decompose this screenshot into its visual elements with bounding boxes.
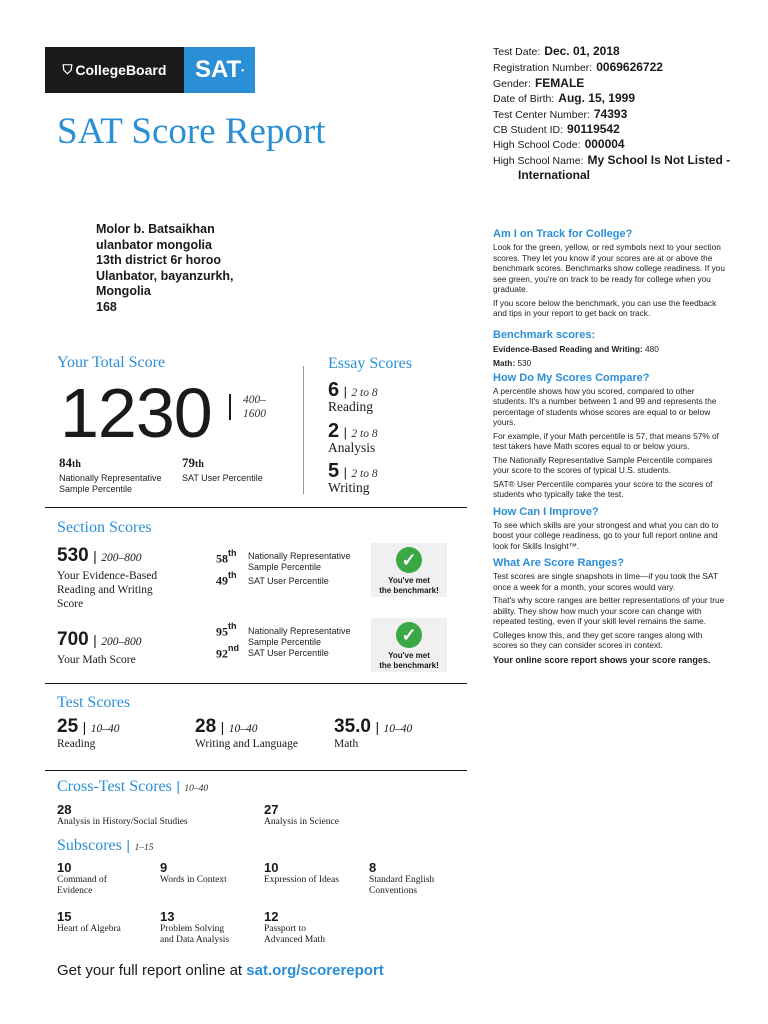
benchmark-math: Math: 530 [493, 358, 532, 368]
column-divider [303, 366, 304, 494]
compare-text: SAT® User Percentile compares your score to the scores of students who typically take the test. [493, 478, 713, 499]
divider-bar [229, 394, 231, 420]
benchmark-ebrw: Evidence-Based Reading and Writing: 480 [493, 343, 659, 354]
footer-cta [57, 962, 384, 979]
info-cb-student-id: CB Student ID: 90119542 [493, 122, 620, 136]
compare-text: The Nationally Representative Sample Percentile compares your score to the scores of typical U.S. students. [493, 454, 713, 475]
student-address [96, 222, 234, 315]
ranges-note: Your online score report shows your score ranges. [493, 654, 711, 665]
subscore-item: 12 Passport to Advanced Math [264, 909, 325, 945]
track-heading: Am I on Track for College? [493, 228, 633, 240]
total-percentile-user: 79th SAT User Percentile [182, 455, 263, 483]
cross-test-history: 28 Analysis in History/Social Studies [57, 802, 188, 827]
track-text: If you score below the benchmark, you can use the feedback and tips in your report to get back on track. [493, 297, 717, 318]
benchmark-heading: Benchmark scores: [493, 328, 596, 341]
address-line: Ulanbator, bayanzurkh, [96, 268, 234, 283]
cross-test-range: 10–40 [184, 784, 209, 794]
collegeboard-logo [45, 47, 184, 93]
page-title: SAT Score Report [57, 111, 326, 152]
section-score-ebrw: 530 | 200–800 Your Evidence-Based Reading and Writing Score [57, 545, 158, 610]
ranges-text: That's why score ranges are better representations of your true ability. They show how much your score can change with repeated testing, even if your skill level remains the same. [493, 595, 725, 626]
info-test-date: Test Date: Dec. 01, 2018 [493, 44, 620, 58]
info-high-school-name: High School Name: My School Is Not Listed - [493, 153, 731, 167]
subscore-item: 8 Standard English Conventions [369, 860, 435, 896]
subscore-item: 15 Heart of Algebra [57, 909, 121, 934]
address-line: ulanbator mongolia [96, 237, 212, 252]
sat-logo: SAT • [184, 47, 255, 93]
ebrw-percentile-nrs-value: 58th [216, 548, 237, 566]
improve-heading: How Can I Improve? [493, 505, 599, 518]
guidance-column [493, 228, 725, 665]
math-percentile-nrs-value: 95th [216, 621, 237, 639]
subscores-header: Subscores | 1–15 [57, 837, 154, 854]
divider [45, 683, 467, 684]
essay-scores-heading: Essay Scores [328, 355, 412, 372]
address-line: 13th district 6r horoo [96, 253, 222, 267]
subscore-item: 10 Expression of Ideas [264, 860, 339, 885]
address-line: Molor b. Batsaikhan [96, 222, 215, 236]
collegeboard-logo-text: CollegeBoard [75, 62, 167, 78]
total-score-heading: Your Total Score [57, 354, 166, 371]
ebrw-percentile-user-value: 49th [216, 570, 237, 588]
subscore-item: 13 Problem Solving and Data Analysis [160, 909, 230, 945]
improve-text: To see which skills are your strongest and what you can do to boost your college readiness, go to your full report online and look for Skills Insight™. [493, 519, 719, 551]
subscores-range: 1–15 [134, 843, 154, 853]
math-percentile-nrs-label: Nationally Representative Sample Percentile [248, 626, 351, 647]
total-score-range: 400– 1600 [243, 394, 266, 420]
info-registration-number: Registration Number: 0069626722 [493, 60, 663, 74]
divider [45, 507, 467, 508]
ranges-text: Test scores are single snapshots in time—if you took the SAT once a week for a month, your scores would vary. [493, 571, 718, 592]
ebrw-percentile-user-label: SAT User Percentile [248, 576, 329, 586]
compare-text: For example, if your Math percentile is 57, that means 57% of test takers have Math scores equal to or below yours. [493, 430, 719, 451]
essay-analysis: 2 | 2 to 8 Analysis [328, 420, 378, 455]
sat-logo-text: SAT [194, 56, 242, 83]
ebrw-percentile-nrs-label: Nationally Representative Sample Percentile [248, 551, 351, 572]
test-score-writing: 28 | 10–40 Writing and Language [195, 716, 299, 750]
score-report-link[interactable]: sat.org/scorereport [246, 962, 384, 979]
info-date-of-birth: Date of Birth: Aug. 15, 1999 [493, 91, 635, 105]
test-score-reading: 25 | 10–40 Reading [57, 716, 120, 750]
math-percentile-user-value: 92nd [216, 643, 239, 661]
test-score-math: 35.0 | 10–40 Math [334, 716, 413, 750]
subscore-item: 10 Command of Evidence [57, 860, 107, 896]
checkmark-icon: ✓ [396, 622, 422, 648]
ranges-text: Colleges know this, and they get score ranges along with scores so they can consider scores in context. [493, 629, 703, 650]
cross-test-header: Cross-Test Scores | 10–40 [57, 778, 209, 795]
info-gender: Gender: FEMALE [493, 76, 585, 90]
compare-heading: How Do My Scores Compare? [493, 371, 650, 384]
total-percentile-nrs: 84th Nationally Representative Sample Percentile [59, 455, 162, 494]
ranges-heading: What Are Score Ranges? [493, 557, 625, 569]
total-score-value: 1230 [60, 374, 212, 452]
cross-test-heading: Cross-Test Scores [57, 778, 172, 795]
track-text: Look for the green, yellow, or red symbols next to your section scores. They let you know if your scores are at or above the benchmark scores. Benchmarks show college readiness. If you see green, you're on track to be ready for college when you graduate. [493, 242, 725, 294]
compare-text: A percentile shows how you scored, compared to other students. It's a number between 1 and 99 and represents the percentage of students whose scores are equal to or below yours. [493, 385, 717, 427]
address-line: Mongolia [96, 284, 151, 298]
section-scores-heading: Section Scores [57, 519, 152, 536]
essay-writing: 5 | 2 to 8 Writing [328, 460, 378, 495]
shield-icon: ⛉ [62, 62, 73, 77]
info-test-center-number: Test Center Number: 74393 [493, 107, 628, 121]
section-score-math: 700 | 200–800 Your Math Score [57, 629, 142, 666]
info-high-school-code: High School Code: 000004 [493, 137, 625, 151]
benchmark-badge-math: ✓ You've met the benchmark! [371, 618, 447, 672]
footer-text: Get your full report online at [57, 962, 247, 979]
subscore-item: 9 Words in Context [160, 860, 227, 885]
checkmark-icon: ✓ [396, 547, 422, 573]
test-scores-heading: Test Scores [57, 694, 131, 711]
address-line: 168 [96, 299, 117, 314]
info-high-school-name-cont: International [518, 168, 591, 182]
collegeboard-sat-logo [45, 47, 255, 93]
divider [45, 770, 467, 771]
math-percentile-user-label: SAT User Percentile [248, 648, 329, 658]
benchmark-badge-ebrw: ✓ You've met the benchmark! [371, 543, 447, 597]
cross-test-science: 27 Analysis in Science [264, 802, 339, 827]
essay-reading: 6 | 2 to 8 Reading [328, 379, 378, 414]
subscores-heading: Subscores [57, 837, 122, 854]
